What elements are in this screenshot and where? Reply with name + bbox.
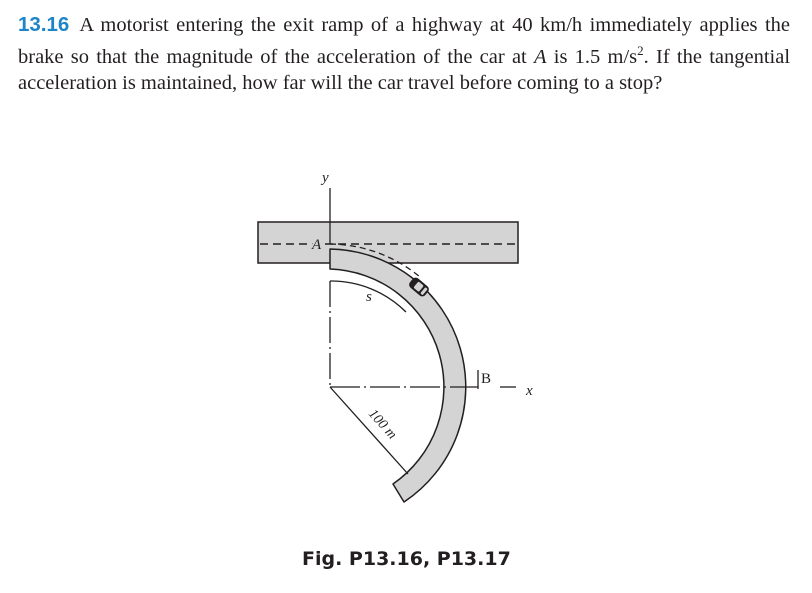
label-a: A	[312, 237, 322, 253]
exponent: 2	[637, 43, 644, 58]
problem-text-2: is 1.5 m/s	[546, 45, 638, 68]
label-y: y	[322, 170, 329, 186]
problem-number: 13.16	[18, 13, 70, 36]
label-radius: 100 m	[365, 406, 400, 443]
highway	[258, 222, 518, 263]
label-x: x	[526, 383, 533, 399]
problem-text-1: A motorist entering the exit ramp of a highway at 40 km/h immediately applies the brake so that the magnitude of the acceleration of the car at	[18, 14, 790, 68]
point-a-ref: A	[533, 45, 547, 68]
exit-ramp	[330, 249, 466, 502]
label-b: B	[481, 371, 492, 387]
label-s: s	[366, 289, 372, 305]
figure-caption: Fig. P13.16, P13.17	[302, 548, 511, 570]
problem-text-3: . If the tangential acceleration is maintained, how far will the car travel before coming to a stop?	[18, 45, 791, 94]
